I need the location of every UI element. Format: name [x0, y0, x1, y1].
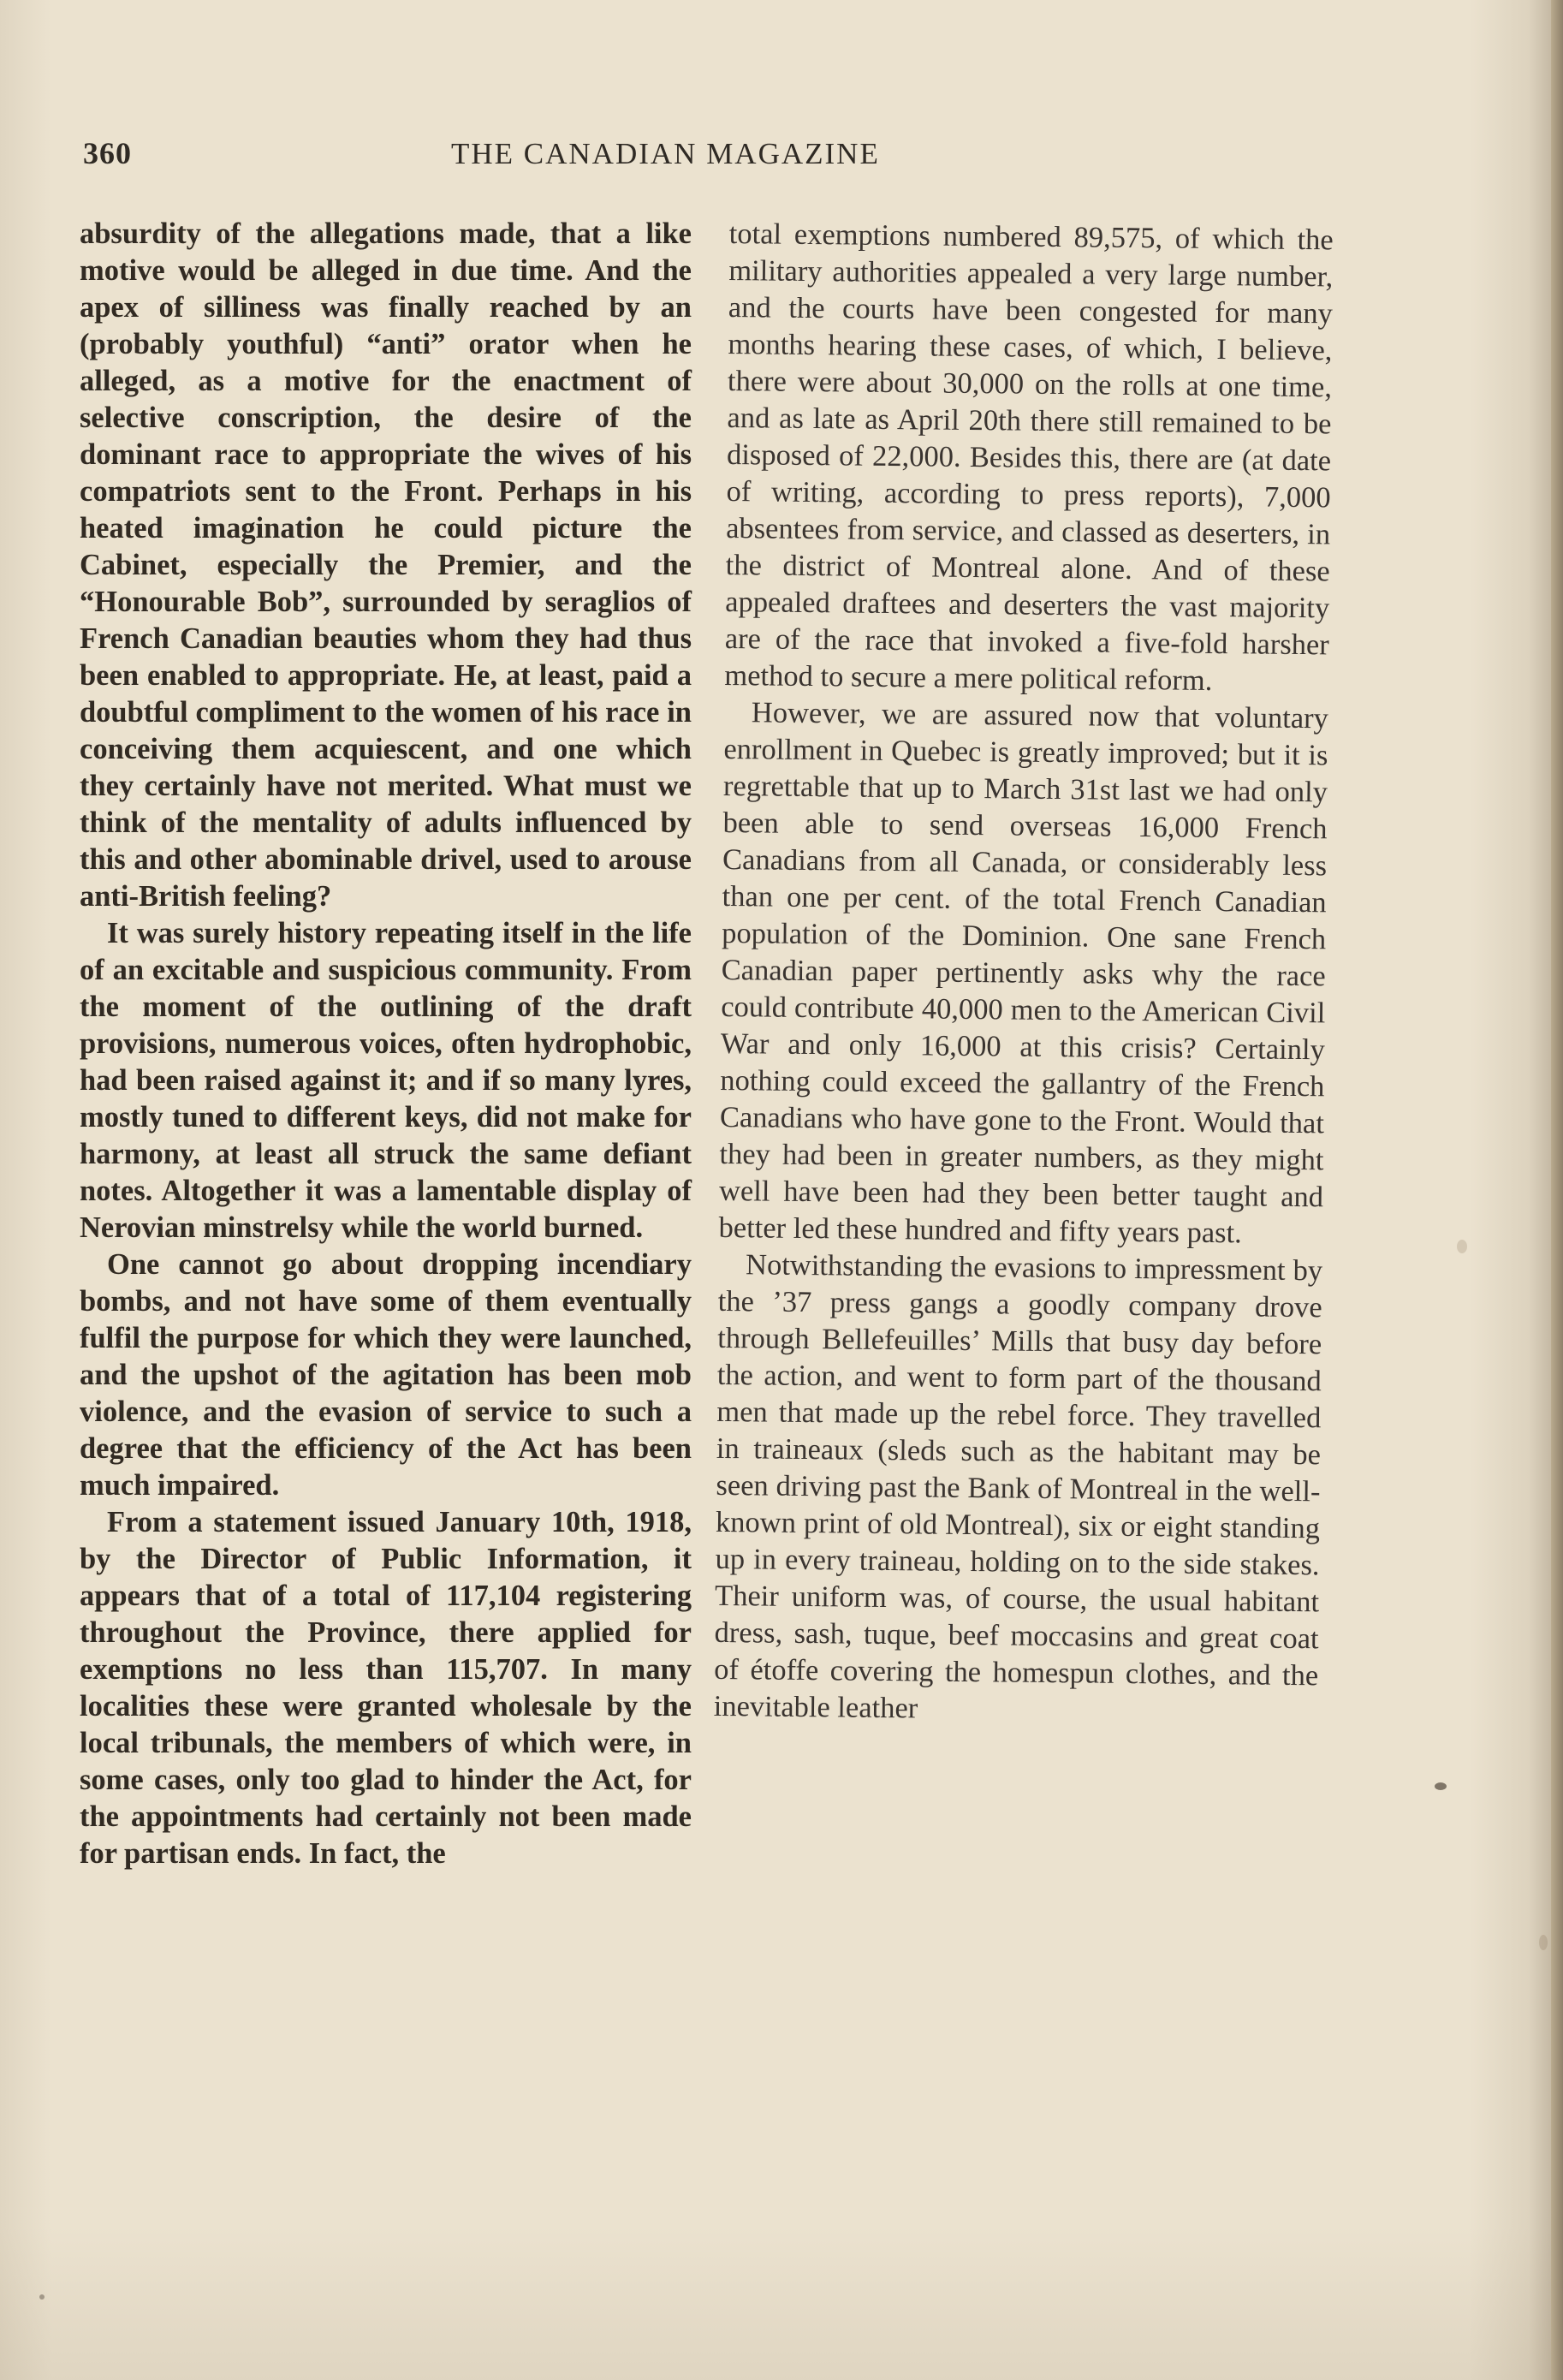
paper-mark [39, 2294, 45, 2300]
paper-mark [1539, 1935, 1548, 1950]
left-column [80, 216, 692, 1872]
left-paragraph-4: From a statement issued January 10th, 1918, by the Director of Public Information, it appears that of a total of 117,104 registering throughout the Province, there applied for exemptions no less than 115,707. In many localities these were granted wholesale by the local tribunals, the members of which were, in some cases, only too glad to hinder the Act, for the appointments had certainly not been made for partisan ends. In fact, the [80, 1506, 692, 1870]
book-spine-edge [1551, 0, 1563, 2380]
paper-mark [1435, 1782, 1447, 1790]
running-title: THE CANADIAN MAGAZINE [451, 137, 880, 170]
paper-mark [1457, 1240, 1467, 1253]
right-column [714, 216, 1334, 1731]
page-number: 360 [83, 136, 132, 170]
right-paragraph-2: However, we are assured now that voluntary enrollment in Quebec is greatly improved; but it is regrettable that up to March 31st last we had only been able to send overseas 16,000 French Canadians from all Canada, or considerably less than one per cent. of the total French Canadian population of the Dominion. One sane French Canadian paper pertinently asks why the race could contribute 40,000 men to the American Civil War and only 16,000 at this crisis? Certainly nothing could exceed the gallantry of the French Canadians who have gone to the Front. Would that they had been in greater numbers, as they might well have been had they been better taught and better led these hundred and fifty years past. [718, 696, 1329, 1250]
right-paragraph-3: Notwithstanding the evasions to impressment by the ’37 press gangs a goodly company drove through Bellefeuilles’ Mills that busy day before the action, and went to form part of the thousand men that made up the rebel force. They travelled in traineaux (sleds such as the habitant may be seen driving past the Bank of Montreal in the well-known print of old Montreal), six or eight standing up in every traineau, holding on to the side stakes. Their uniform was, of course, the usual habitant dress, sash, tuque, beef moccasins and great coat of étoffe covering the homespun clothes, and the inevitable leather [713, 1248, 1323, 1725]
left-paragraph-3: One cannot go about dropping incendiary bombs, and not have some of them eventually fulfil the purpose for which they were launched, and the upshot of the agitation has been mob violence, and the evasion of service to such a degree that the efficiency of the Act has been much impaired. [80, 1248, 692, 1502]
right-paragraph-1: total exemptions numbered 89,575, of which the military authorities appealed a very large number, and the courts have been congested for many months hearing these cases, of which, I believe, there were about 30,000 on the rolls at one time, and as late as April 20th there still remained to be disposed of 22,000. Besides this, there are (at date of writing, according to press reports), 7,000 absentees from service, and classed as deserters, in the district of Montreal alone. And of these appealed draftees and deserters the vast majority are of the race that invoked a five-fold harsher method to secure a mere political reform. [724, 217, 1334, 697]
left-paragraph-1: absurdity of the allegations made, that a like motive would be alleged in due time. And the apex of silliness was finally reached by an (probably youthful) “anti” orator when he alleged, as a motive for the enactment of selective conscription, the desire of the dominant race to appropriate the wives of his compatriots sent to the Front. Perhaps in his heated imagination he could picture the Cabinet, especially the Premier, and the “Honourable Bob”, surrounded by seraglios of French Canadian beauties whom they had thus been enabled to appropriate. He, at least, paid a doubtful compliment to the women of his race in conceiving them acquiescent, and one which they certainly have not merited. What must we think of the mentality of adults influenced by this and other abominable drivel, used to arouse anti-British feeling? [80, 217, 692, 913]
page-header [83, 135, 1333, 180]
left-paragraph-2: It was surely history repeating itself in the life of an excitable and suspicious community. From the moment of the outlining of the draft provisions, numerous voices, often hydrophobic, had been raised against it; and if so many lyres, mostly tuned to different keys, did not make for harmony, at least all struck the same defiant notes. Altogether it was a lamentable display of Nerovian minstrelsy while the world burned. [80, 917, 692, 1244]
